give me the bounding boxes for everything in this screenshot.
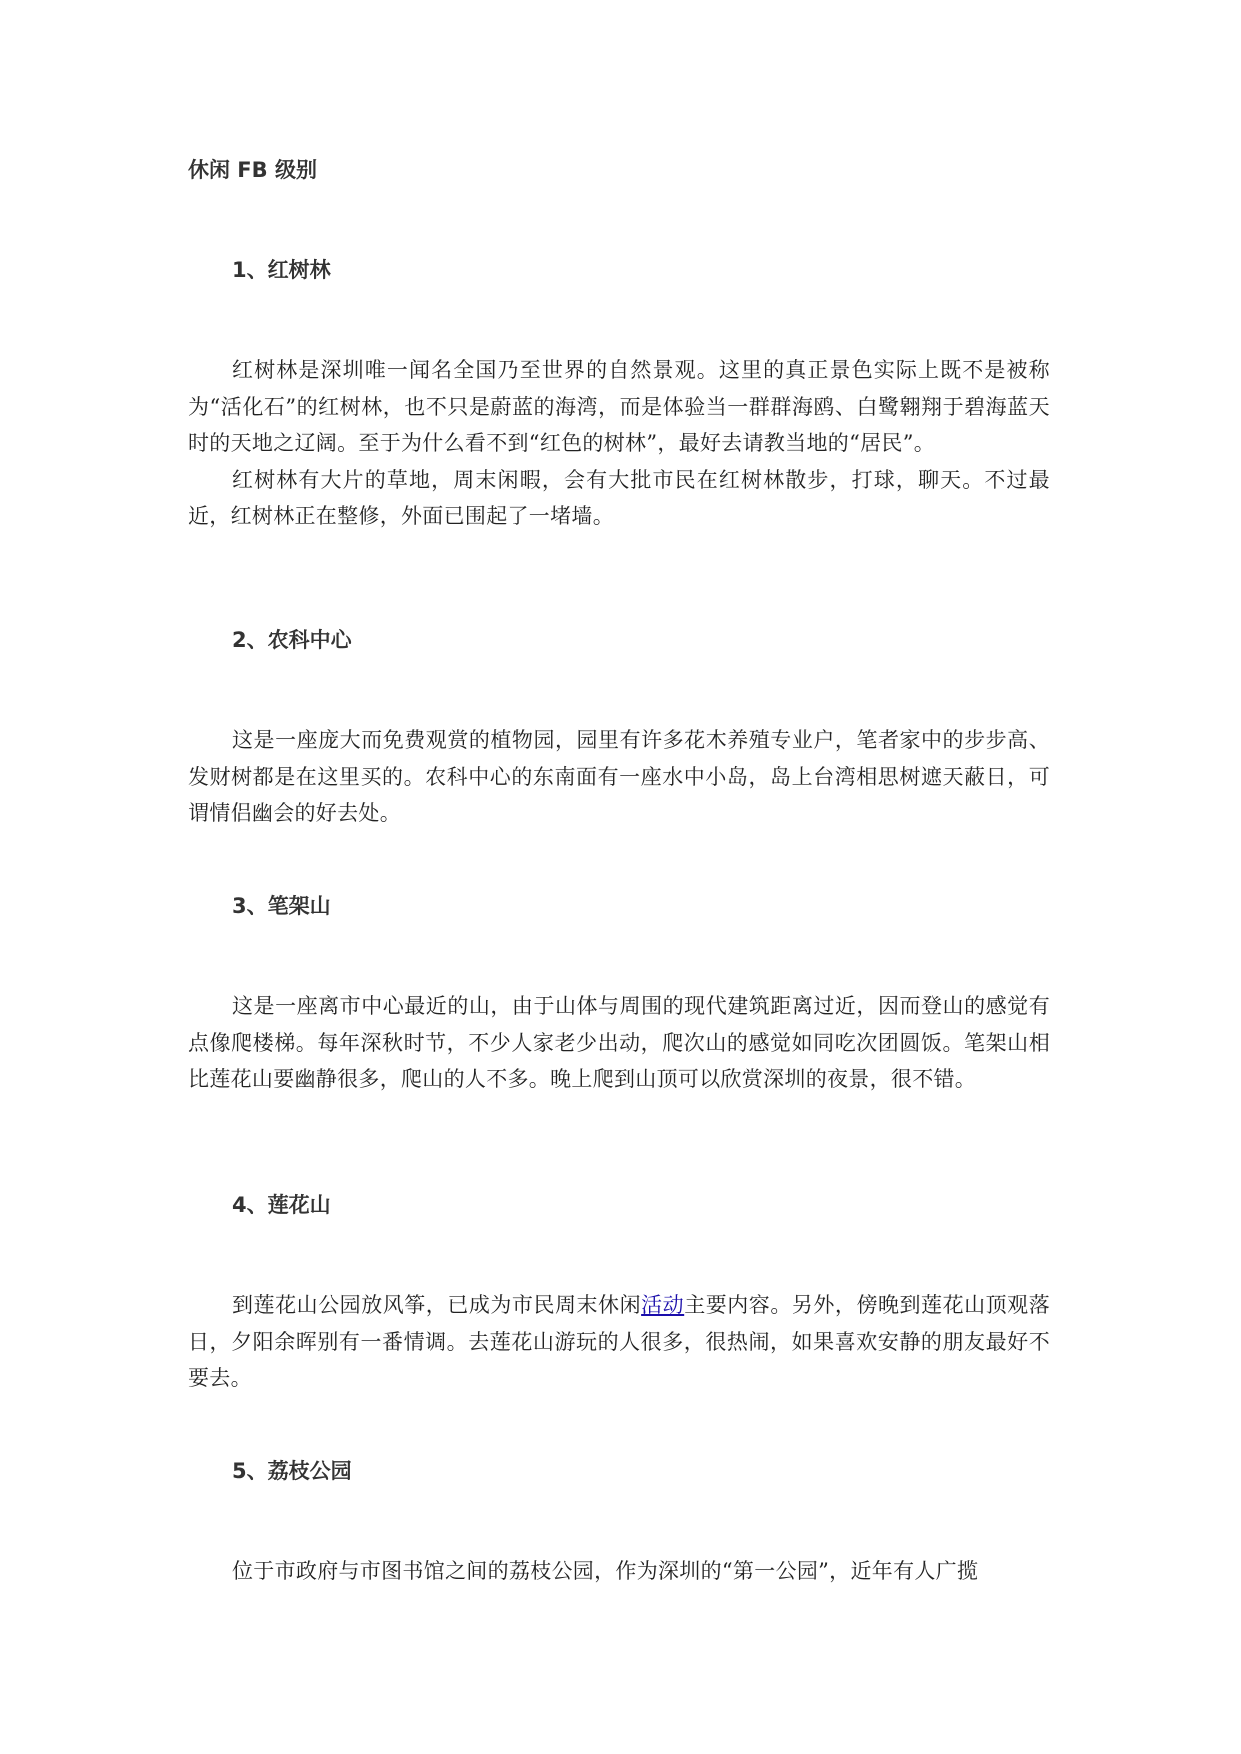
section-heading-4: 4、莲花山 [232, 1193, 331, 1217]
paragraph: 这是一座庞大而免费观赏的植物园，园里有许多花木养殖专业户，笔者家中的步步高、发财树都是在这里买的。农科中心的东南面有一座水中小岛，岛上台湾相思树遮天蔽日，可谓情侣幽会的好去处。 [188, 728, 1050, 825]
section-body-4 [188, 1287, 1050, 1397]
paragraph: 这是一座离市中心最近的山，由于山体与周围的现代建筑距离过近，因而登山的感觉有点像爬楼梯。每年深秋时节，不少人家老少出动，爬次山的感觉如同吃次团圆饭。笔架山相比莲花山要幽静很多，爬山的人不多。晚上爬到山顶可以欣赏深圳的夜景，很不错。 [188, 994, 1050, 1091]
paragraph [188, 1287, 1050, 1397]
section-body-5 [188, 1553, 1050, 1590]
section-body-3 [188, 988, 1050, 1098]
paragraph-text: 主要内容。另外，傍晚到莲花山顶观落日，夕阳余晖别有一番情调。去莲花山游玩的人很多，很热闹，如果喜欢安静的朋友最好不要去。 [188, 1293, 1050, 1390]
paragraph-text: 到莲花山公园放风筝，已成为市民周末休闲 [232, 1293, 642, 1317]
document-title: 休闲 FB 级别 [188, 158, 317, 182]
paragraph: 红树林是深圳唯一闻名全国乃至世界的自然景观。这里的真正景色实际上既不是被称为“活化石”的红树林，也不只是蔚蓝的海湾，而是体验当一群群海鸥、白鹭翱翔于碧海蓝天时的天地之辽阔。至于为什么看不到“红色的树林”，最好去请教当地的“居民”。 [188, 358, 1050, 455]
section-heading-2: 2、农科中心 [232, 628, 352, 652]
section-heading-5: 5、荔枝公园 [232, 1459, 352, 1483]
section-heading-1: 1、红树林 [232, 258, 331, 282]
activity-link[interactable]: 活动 [641, 1293, 685, 1317]
section-body-2 [188, 722, 1050, 832]
section-heading-3: 3、笔架山 [232, 894, 331, 918]
paragraph: 红树林有大片的草地，周末闲暇，会有大批市民在红树林散步，打球，聊天。不过最近，红树林正在整修，外面已围起了一堵墙。 [188, 467, 1050, 528]
section-body-1 [188, 352, 1050, 535]
paragraph: 位于市政府与市图书馆之间的荔枝公园，作为深圳的“第一公园”，近年有人广揽 [232, 1559, 979, 1583]
